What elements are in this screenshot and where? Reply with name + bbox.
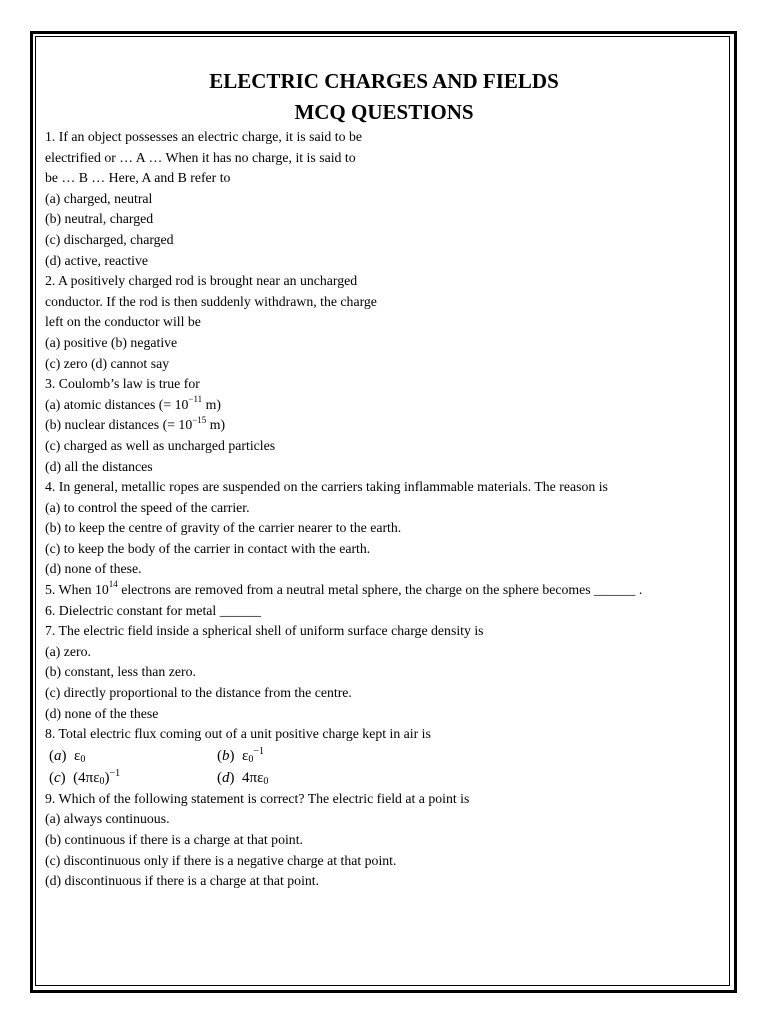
question-text-part: electrons are removed from a neutral metal sphere, the charge on the sphere becomes ______ . — [117, 582, 643, 598]
option-label: b — [222, 747, 230, 764]
question-text: 9. Which of the following statement is correct? The electric field at a point is — [45, 790, 470, 806]
option-c: (c) to keep the body of the carrier in contact with the earth. — [45, 540, 371, 556]
formula-base: 4πε — [242, 769, 264, 786]
option-b — [45, 415, 715, 436]
formula-subscript: 0 — [248, 753, 254, 765]
question-text — [45, 580, 715, 601]
formula-options-row-2 — [45, 767, 715, 789]
option-c: (c) charged as well as uncharged particles — [45, 437, 276, 453]
question-text: be … B … Here, A and B refer to — [45, 170, 231, 186]
option-label: a — [54, 747, 62, 764]
question-6 — [45, 601, 715, 622]
question-4 — [45, 477, 715, 580]
question-7 — [45, 621, 715, 724]
question-text: 1. If an object possesses an electric charge, it is said to be — [45, 129, 362, 144]
option-c: (c) discharged, charged — [45, 231, 174, 247]
formula-subscript: 0 — [263, 775, 269, 787]
question-text: 4. In general, metallic ropes are suspended on the carriers taking inflammable materials. The reason is — [45, 479, 608, 495]
option-a: (a) always continuous. — [45, 811, 170, 827]
option-d: (d) none of these. — [45, 561, 142, 577]
question-text: 6. Dielectric constant for metal ______ — [45, 602, 262, 618]
option-a: (a) charged, neutral — [45, 190, 153, 206]
option-b: (b) constant, less than zero. — [45, 664, 196, 680]
exponent: −15 — [192, 414, 207, 425]
option-d: (d) $4\pi\varepsilon_0$ — [217, 769, 269, 787]
option-c: (c) directly proportional to the distance from the centre. — [45, 685, 352, 701]
option-d: (d) discontinuous if there is a charge at that point. — [45, 873, 320, 889]
options-c-d: (c) zero (d) cannot say — [45, 355, 170, 371]
option-text: m) — [206, 417, 226, 433]
formula-base: ε — [74, 747, 81, 764]
option-text: (b) nuclear distances (= 10 — [45, 417, 193, 433]
exponent: 14 — [108, 579, 118, 590]
question-text: 8. Total electric flux coming out of a unit positive charge kept in air is — [45, 726, 431, 742]
option-a — [45, 395, 715, 416]
question-text: 3. Coulomb’s law is true for — [45, 376, 200, 392]
formula-options-row-1 — [45, 745, 715, 767]
option-a: (a) zero. — [45, 643, 91, 659]
option-text: (a) atomic distances (= 10 — [45, 396, 189, 412]
option-label: d — [222, 769, 230, 786]
formula-superscript: −1 — [253, 745, 264, 757]
formula-subscript: 0 — [99, 775, 105, 787]
formula-subscript: 0 — [80, 753, 86, 765]
question-text-part: 5. When 10 — [45, 582, 109, 598]
formula-base: (4πε — [73, 769, 100, 786]
option-d: (d) active, reactive — [45, 252, 149, 268]
options-a-b: (a) positive (b) negative — [45, 334, 178, 350]
option-b: (b) to keep the centre of gravity of the carrier nearer to the earth. — [45, 520, 402, 536]
option-text: m) — [202, 396, 221, 412]
formula-close: ) — [104, 769, 110, 786]
option-d: (d) none of the these — [45, 705, 159, 721]
document-title: ELECTRIC CHARGES AND FIELDS — [209, 69, 559, 93]
question-1 — [45, 127, 715, 271]
document-subtitle: MCQ QUESTIONS — [294, 100, 474, 124]
question-list — [45, 127, 715, 892]
option-c: (c) discontinuous only if there is a negative charge at that point. — [45, 852, 397, 868]
option-b: (b) neutral, charged — [45, 211, 154, 227]
option-b: (b) continuous if there is a charge at that point. — [45, 832, 303, 847]
option-b: (b) $\varepsilon_0^{-1}$ — [217, 745, 264, 765]
option-c: (c) $(4\pi\varepsilon_0)^{-1}$ — [49, 767, 121, 787]
formula-superscript: −1 — [109, 767, 121, 779]
question-5 — [45, 580, 715, 601]
question-8 — [45, 724, 715, 789]
question-text: electrified or … A … When it has no charge, it is said to — [45, 149, 356, 165]
question-text: 2. A positively charged rod is brought near an uncharged — [45, 273, 358, 289]
question-text: left on the conductor will be — [45, 314, 201, 330]
option-a: (a) to control the speed of the carrier. — [45, 499, 250, 515]
option-label: c — [54, 769, 61, 786]
option-d: (d) all the distances — [45, 458, 153, 474]
question-2 — [45, 271, 715, 374]
question-3 — [45, 374, 715, 477]
question-9 — [45, 789, 715, 892]
formula-base: ε — [242, 747, 249, 764]
question-text: 7. The electric field inside a spherical shell of uniform surface charge density is — [45, 623, 484, 639]
exponent: −11 — [188, 394, 203, 405]
question-text: conductor. If the rod is then suddenly withdrawn, the charge — [45, 293, 377, 309]
option-a: (a) $\varepsilon_0$ — [49, 747, 86, 765]
